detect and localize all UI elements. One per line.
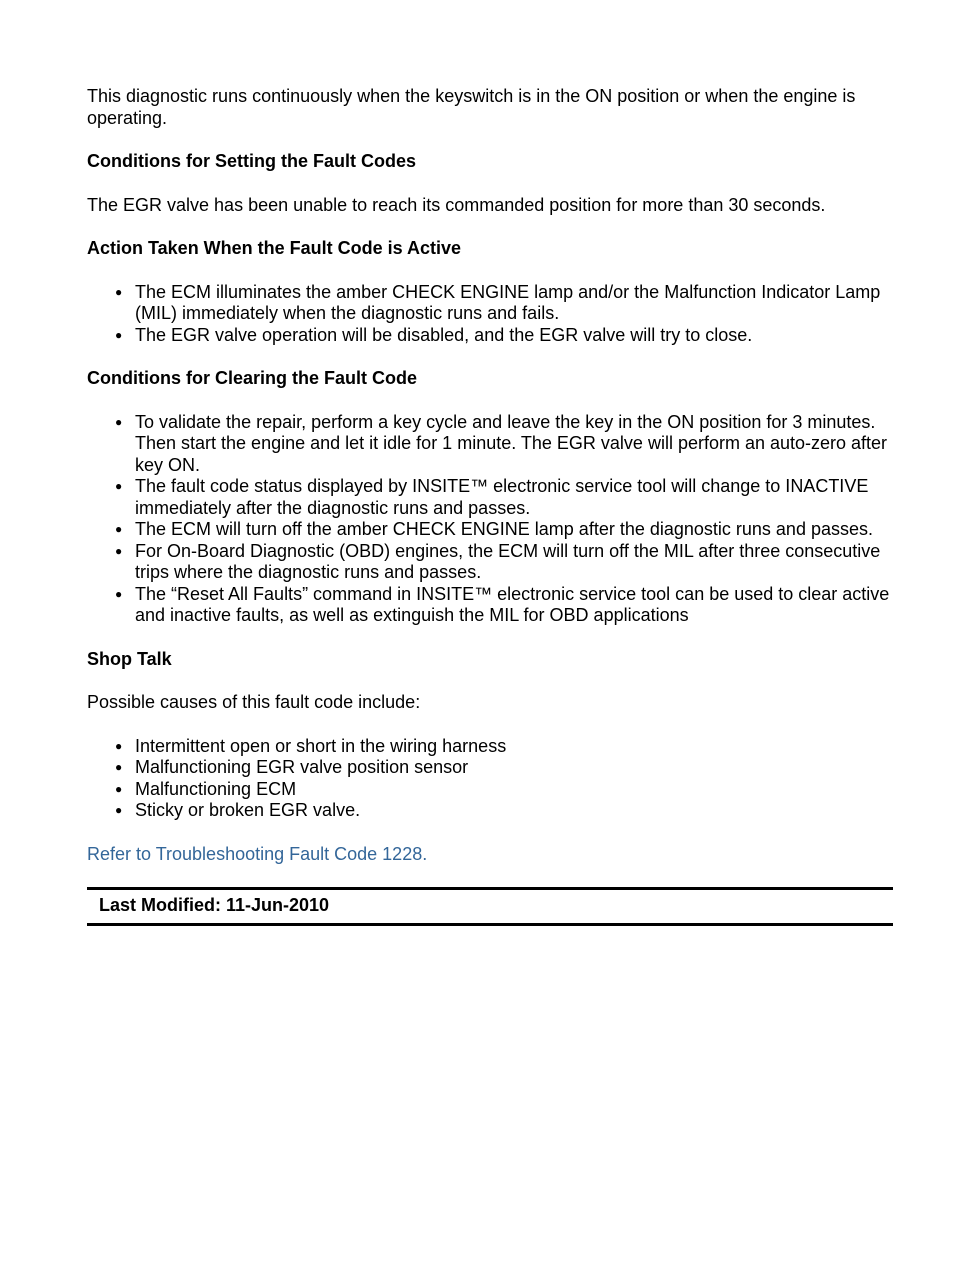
last-modified-text: Last Modified: 11-Jun-2010 bbox=[99, 895, 330, 915]
list-item bbox=[115, 519, 893, 541]
clearing-conditions-list bbox=[87, 412, 893, 627]
intro-paragraph: This diagnostic runs continuously when the keyswitch is in the ON position or when the engine is operating. bbox=[87, 86, 856, 128]
list-item bbox=[115, 735, 893, 758]
bullet-dot-icon: ● bbox=[115, 327, 123, 342]
list-item-text: Sticky or broken EGR valve. bbox=[135, 800, 361, 820]
bullet-dot-icon: ● bbox=[115, 760, 123, 774]
list-item bbox=[115, 800, 893, 822]
troubleshooting-fault-code-link[interactable]: Refer to Troubleshooting Fault Code 1228. bbox=[87, 843, 428, 864]
shop-talk-text: Possible causes of this fault code include: bbox=[87, 692, 421, 712]
list-item bbox=[115, 281, 893, 325]
list-item bbox=[115, 540, 893, 584]
bullet-dot-icon: ● bbox=[115, 522, 123, 536]
list-item-text: The fault code status displayed by INSITE™ electronic service tool will change to INACTIVE immediately after the diagnostic runs and passes. bbox=[135, 476, 869, 518]
heading-shop-talk: Shop Talk bbox=[87, 648, 172, 669]
bullet-dot-icon: ● bbox=[115, 586, 123, 601]
list-item bbox=[115, 757, 893, 779]
bullet-dot-icon: ● bbox=[115, 284, 123, 299]
list-item bbox=[115, 324, 893, 347]
bullet-dot-icon: ● bbox=[115, 543, 123, 558]
list-item bbox=[115, 476, 893, 519]
setting-conditions-text: The EGR valve has been unable to reach its commanded position for more than 30 seconds. bbox=[87, 194, 826, 215]
list-item-text: For On-Board Diagnostic (OBD) engines, the ECM will turn off the MIL after three consecutive trips where the diagnostic runs and passes. bbox=[135, 540, 881, 582]
possible-causes-list bbox=[87, 736, 893, 822]
bullet-dot-icon: ● bbox=[115, 414, 123, 429]
heading-action-taken: Action Taken When the Fault Code is Active bbox=[87, 238, 462, 258]
list-item-text: The ECM illuminates the amber CHECK ENGINE lamp and/or the Malfunction Indicator Lamp (MIL) immediately when the diagnostic runs and fails. bbox=[135, 281, 881, 323]
list-item-text: The “Reset All Faults” command in INSITE™ electronic service tool can be used to clear active and inactive faults, as well as extinguish the MIL for OBD applications bbox=[135, 583, 890, 625]
bullet-dot-icon: ● bbox=[115, 781, 123, 796]
list-item bbox=[115, 583, 893, 627]
list-item-text: To validate the repair, perform a key cycle and leave the key in the ON position for 3 minutes. Then start the engine and let it idle for 1 minute. The EGR valve will perform an auto-zero after key ON. bbox=[135, 411, 888, 475]
list-item bbox=[115, 411, 893, 477]
heading-setting-conditions: Conditions for Setting the Fault Codes bbox=[87, 151, 416, 171]
bullet-dot-icon: ● bbox=[115, 738, 123, 753]
list-item-text: The ECM will turn off the amber CHECK ENGINE lamp after the diagnostic runs and passes. bbox=[135, 519, 873, 539]
bullet-dot-icon: ● bbox=[115, 479, 123, 493]
action-taken-list bbox=[87, 282, 893, 347]
list-item-text: Malfunctioning ECM bbox=[135, 778, 297, 799]
last-modified-footer bbox=[87, 887, 893, 926]
bullet-dot-icon: ● bbox=[115, 803, 123, 817]
list-item-text: Malfunctioning EGR valve position sensor bbox=[135, 757, 469, 777]
list-item bbox=[115, 778, 893, 801]
list-item-text: Intermittent open or short in the wiring harness bbox=[135, 735, 507, 756]
document-page bbox=[87, 86, 893, 926]
list-item-text: The EGR valve operation will be disabled, and the EGR valve will try to close. bbox=[135, 324, 753, 345]
heading-clearing-conditions: Conditions for Clearing the Fault Code bbox=[87, 368, 417, 388]
